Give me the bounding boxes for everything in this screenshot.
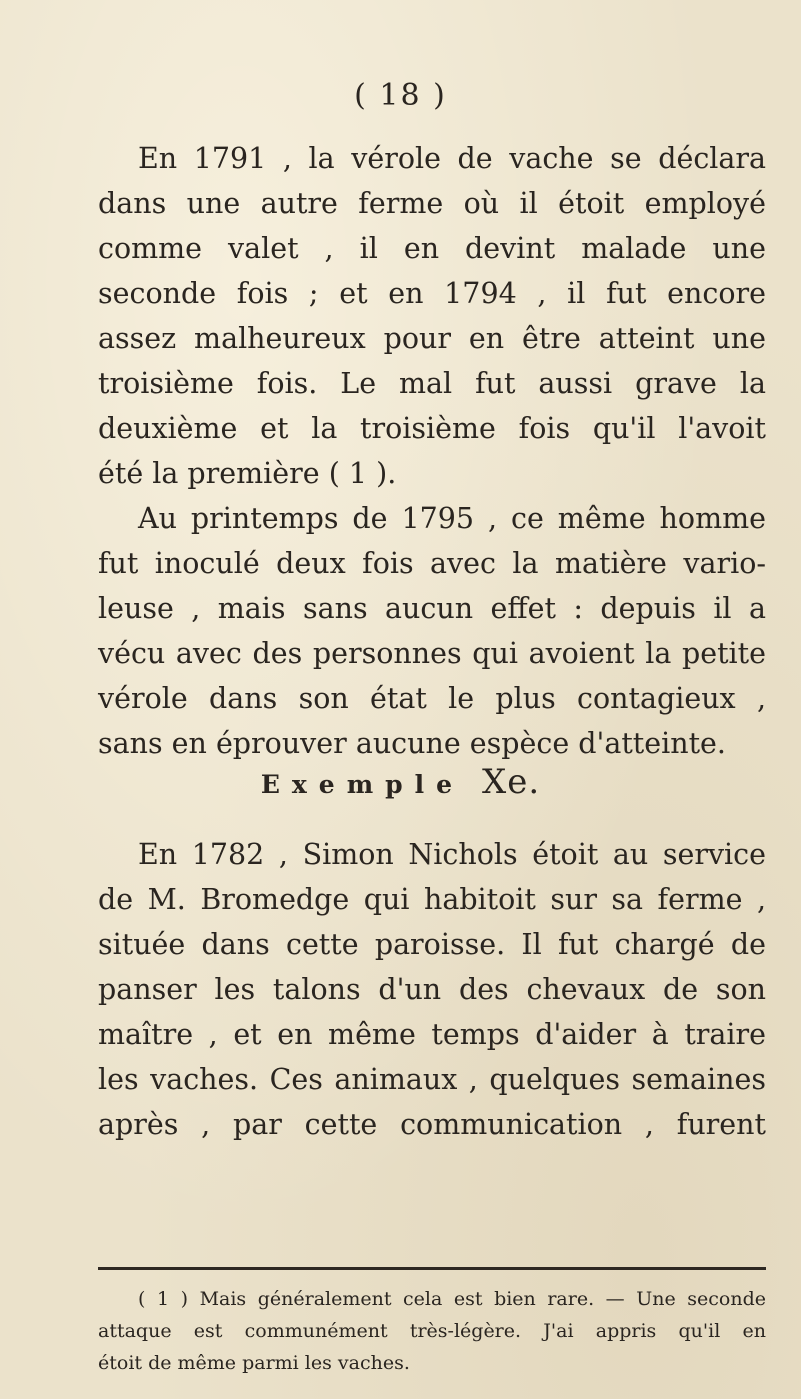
text-line: En 1782 , Simon Nichols étoit au service <box>138 838 766 871</box>
text-line: été la première ( 1 ). <box>98 457 397 490</box>
footnote-rule <box>98 1267 766 1270</box>
main-text-lower <box>98 832 766 1147</box>
text-line: après , par cette communication , furent <box>98 1108 766 1141</box>
text-line: troisième fois. Le mal fut aussi grave la <box>98 367 766 400</box>
text-line: leuse , mais sans aucun effet : depuis il a <box>98 592 766 625</box>
text-line: seconde fois ; et en 1794 , il fut encore <box>98 277 766 310</box>
text-line: sans en éprouver aucune espèce d'atteinte. <box>98 727 726 760</box>
text-line: vécu avec des personnes qui avoient la petite <box>98 637 766 670</box>
footnote-line: attaque est communément très-légère. J'ai appris qu'il en <box>98 1320 766 1342</box>
heading-word: Exemple <box>260 770 465 799</box>
text-line: dans une autre ferme où il étoit employé <box>98 187 766 220</box>
text-line: de M. Bromedge qui habitoit sur sa ferme , <box>98 883 766 916</box>
text-line: vérole dans son état le plus contagieux , <box>98 682 766 715</box>
text-line: les vaches. Ces animaux , quelques semaines <box>98 1063 766 1096</box>
footnote <box>98 1283 766 1379</box>
text-line: assez malheureux pour en être atteint une <box>98 322 766 355</box>
footnote-line: étoit de même parmi les vaches. <box>98 1352 410 1374</box>
text-line: panser les talons d'un des chevaux de son <box>98 973 766 1006</box>
text-line: située dans cette paroisse. Il fut chargé de <box>98 928 766 961</box>
main-text-upper <box>98 136 766 766</box>
text-line: maître , et en même temps d'aider à traire <box>98 1018 766 1051</box>
page-number: ( 18 ) <box>354 78 447 113</box>
text-line: deuxième et la troisième fois qu'il l'avoit <box>98 412 766 445</box>
heading-numeral: Xe. <box>482 762 541 802</box>
text-line: Au printemps de 1795 , ce même homme <box>138 502 766 535</box>
footnote-line: ( 1 ) Mais généralement cela est bien rare. — Une seconde <box>138 1288 766 1310</box>
section-heading <box>0 762 801 802</box>
text-line: comme valet , il en devint malade une <box>98 232 766 265</box>
text-line: En 1791 , la vérole de vache se déclara <box>138 142 766 175</box>
text-line: fut inoculé deux fois avec la matière vario- <box>98 547 766 580</box>
